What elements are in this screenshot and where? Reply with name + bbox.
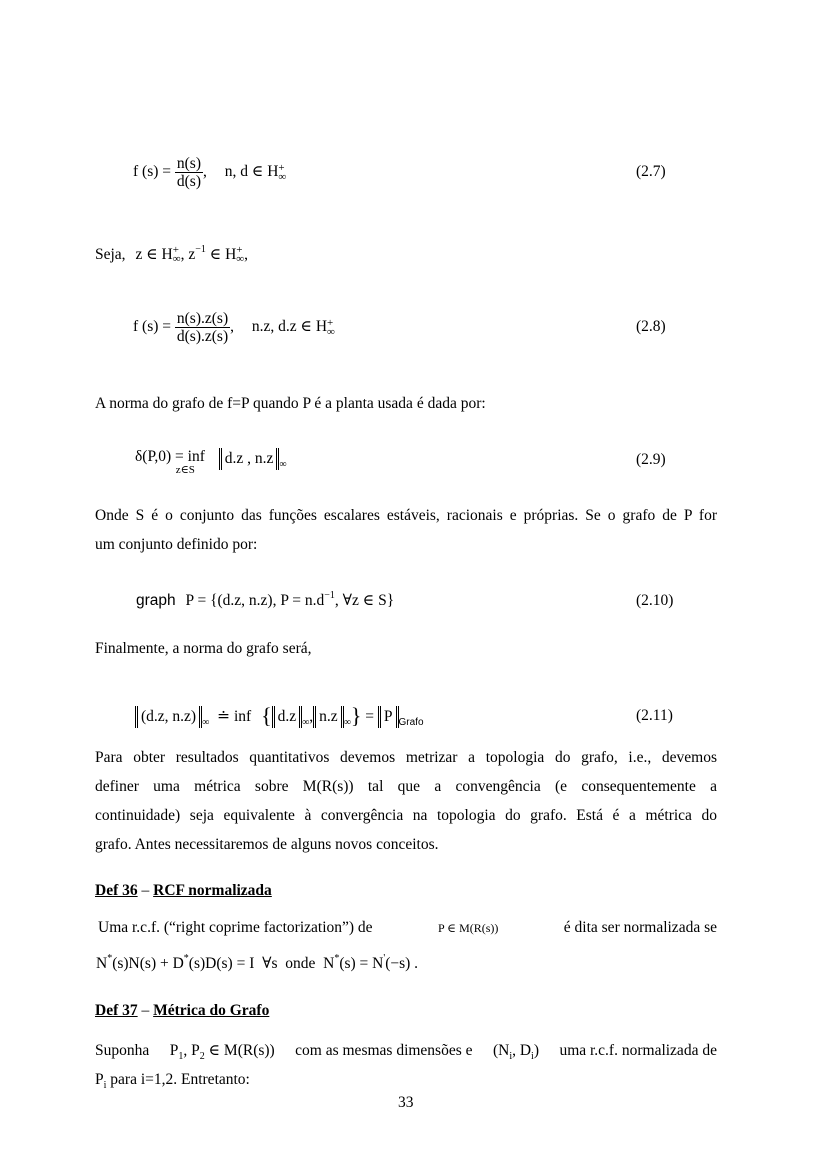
paragraph-quant-line-1: Para obter resultados quantitativos devemos metrizar a topologia do grafo, i.e., devemos <box>95 749 717 766</box>
eq-2-7-cond-sub: ∞ <box>278 170 287 183</box>
def37-sub4: i <box>531 1051 534 1062</box>
def36-l2-a: N <box>96 955 108 972</box>
def37-sub3: i <box>509 1051 513 1062</box>
def37-expression-a <box>170 1041 275 1062</box>
eq-2-8-lhs: f (s) = <box>133 318 172 336</box>
seja-sub1: ∞ <box>172 253 181 266</box>
eq-2-11-part1: (d.z, n.z) <box>135 706 202 728</box>
def36-line-2 <box>96 953 418 973</box>
equation-2-10 <box>136 590 394 610</box>
eq-2-11-sub2: ∞ <box>302 717 310 728</box>
def36-l2-sup3: * <box>334 953 340 964</box>
seja-expr-b: , z <box>180 246 196 263</box>
def37-text-b: com as mesmas dimensões e <box>295 1042 473 1059</box>
eq-2-10-graph: graph <box>136 592 176 609</box>
def36-l2-sup4: ' <box>383 953 386 964</box>
def36-text-a: Uma r.c.f. (“right coprime factorization”) de <box>98 919 373 936</box>
def37-dash: – <box>137 1002 154 1019</box>
eq-2-7-fraction <box>175 155 203 190</box>
eq-2-7-cond-sup: + <box>278 161 285 174</box>
def36-dash: – <box>137 882 154 899</box>
eq-2-9-inner: d.z , n.z <box>219 448 280 470</box>
equation-2-11: (d.z, n.z) $_\infty$ ≐ inf { d.z $_\infty$, n.z $_\infty$} = P $_{Grafo}$ <box>135 703 424 729</box>
eq-2-7-lhs: f (s) = <box>133 163 172 181</box>
eq-2-11-brace-open: { <box>261 703 272 728</box>
def37-l2-b: para i=1,2. Entretanto: <box>106 1071 250 1088</box>
def37-sub2: 2 <box>199 1051 205 1062</box>
eq-2-8-condition <box>251 316 335 338</box>
paragraph-quant-line-4: grafo. Antes necessitaremos de alguns novos conceitos. <box>95 836 439 853</box>
def36-l2-b: (s)N(s) + D <box>112 955 184 972</box>
seja-prefix: Seja, <box>95 246 126 263</box>
eq-2-11-brace-close: } <box>350 703 362 728</box>
def36-l2-d: (s) = N <box>339 955 384 972</box>
eq-2-7-denominator: d(s) <box>176 173 201 190</box>
eq-2-8-cond-text: n.z, d.z ∈ H <box>251 318 328 336</box>
def36-l2-e: (−s) . <box>385 955 419 972</box>
seja-suffix: , <box>244 246 248 263</box>
seja-expr-a: z ∈ H <box>135 246 173 263</box>
eq-2-11-part3: n.z <box>313 706 344 728</box>
def37-expr-e: , D <box>512 1042 532 1059</box>
eq-2-7-comma: , <box>203 163 207 181</box>
def37-line-1 <box>95 1041 717 1062</box>
eq-2-11-equals: = <box>365 708 375 725</box>
def37-line-2 <box>95 1071 250 1091</box>
def37-expr-b: , P <box>183 1042 200 1059</box>
eq-2-11-sub3: ∞ <box>343 717 351 728</box>
eq-2-8-numerator: n(s).z(s) <box>176 310 229 327</box>
equation-number-2-9: (2.9) <box>636 451 666 468</box>
def37-l2-sub: i <box>103 1080 107 1091</box>
paragraph-onde <box>95 501 717 559</box>
def36-title: RCF normalizada <box>153 882 272 899</box>
def37-expr-c: ∈ M(R(s)) <box>204 1042 275 1059</box>
def37-expr-d: (N <box>492 1042 510 1059</box>
seja-expression <box>135 244 248 266</box>
equation-number-2-8: (2.8) <box>636 318 666 335</box>
def37-title: Métrica do Grafo <box>153 1002 270 1019</box>
paragraph-norma: A norma do grafo de f=P quando P é a planta usada é dada por: <box>95 395 486 412</box>
eq-2-9-norm <box>219 450 287 470</box>
paragraph-quantitativos <box>95 743 717 859</box>
equation-number-2-7: (2.7) <box>636 163 666 180</box>
eq-2-7-cond-text: n, d ∈ H <box>224 163 279 181</box>
equation-2-9 <box>135 448 287 474</box>
def37-expression-b <box>493 1042 539 1062</box>
eq-2-10-expr-b: , ∀z ∈ S} <box>334 592 395 609</box>
def36-heading <box>95 882 272 900</box>
eq-2-9-lhs: δ(P,0) = inf <box>135 448 205 465</box>
def37-expr-a: P <box>169 1042 179 1059</box>
def37-text-a: Suponha <box>95 1042 150 1059</box>
seja-sup2: −1 <box>195 244 206 255</box>
eq-2-11-sub4: Grafo <box>398 717 424 728</box>
def37-label: Def 37 <box>95 1002 138 1019</box>
eq-2-8-cond-sup: + <box>327 316 334 329</box>
eq-2-8-cond-sub: ∞ <box>327 325 335 338</box>
eq-2-7-condition <box>224 161 287 183</box>
equation-number-2-10: (2.10) <box>636 592 674 609</box>
seja-sup1: + <box>172 244 179 257</box>
eq-2-7-numerator: n(s) <box>176 155 201 172</box>
eq-2-9-inf-block <box>135 448 205 474</box>
eq-2-11-def: ≐ inf <box>217 708 252 725</box>
seja-sub3: ∞ <box>236 253 245 266</box>
eq-2-11-part4: P <box>378 706 399 728</box>
paragraph-finalmente: Finalmente, a norma do grafo será, <box>95 640 312 657</box>
eq-2-9-sub: ∞ <box>279 459 287 470</box>
eq-2-9-under: z∈S <box>175 464 195 476</box>
eq-2-8-comma: , <box>230 318 234 336</box>
def37-heading <box>95 1002 269 1020</box>
eq-2-10-sup: −1 <box>324 590 335 601</box>
paragraph-quant-line-3: continuidade) seja equivalente à convergência na topologia do grafo. Está é a métrica do <box>95 807 717 824</box>
equation-2-8 <box>133 310 335 345</box>
eq-2-11-sub1: ∞ <box>202 717 210 728</box>
equation-2-7 <box>133 155 286 190</box>
seja-sup3: + <box>236 244 243 257</box>
eq-2-10-expr-a: P = {(d.z, n.z), P = n.d <box>185 592 325 609</box>
def37-l2-a: P <box>95 1071 104 1088</box>
seja-expr-c: ∈ H <box>205 246 237 263</box>
def37-text-c: uma r.c.f. normalizada de <box>559 1042 717 1059</box>
def37-sub1: 1 <box>178 1051 184 1062</box>
eq-2-8-denominator: d(s).z(s) <box>176 328 229 345</box>
def36-label: Def 36 <box>95 882 138 899</box>
paragraph-onde-line-2: um conjunto definido por: <box>95 536 258 553</box>
page-number: 33 <box>398 1094 414 1111</box>
equation-number-2-11: (2.11) <box>636 707 673 724</box>
paragraph-onde-line-1: Onde S é o conjunto das funções escalares estáveis, racionais e próprias. Se o grafo de P for <box>95 507 717 524</box>
def36-l2-sup1: * <box>107 953 113 964</box>
def37-expr-f: ) <box>533 1042 539 1059</box>
def36-line-1 <box>98 919 717 937</box>
def36-l2-c: (s)D(s) = I ∀s onde N <box>188 955 335 972</box>
def36-l2-sup2: * <box>183 953 189 964</box>
def36-expression: P ∈ M(R(s)) <box>437 921 499 935</box>
def36-text-b: é dita ser normalizada se <box>563 919 717 936</box>
paragraph-quant-line-2: definer uma métrica sobre M(R(s)) tal que a convengência (e consequentemente a <box>95 778 717 795</box>
eq-2-11-part2: d.z <box>272 706 303 728</box>
eq-2-8-fraction <box>175 310 230 345</box>
seja-line <box>95 244 248 264</box>
